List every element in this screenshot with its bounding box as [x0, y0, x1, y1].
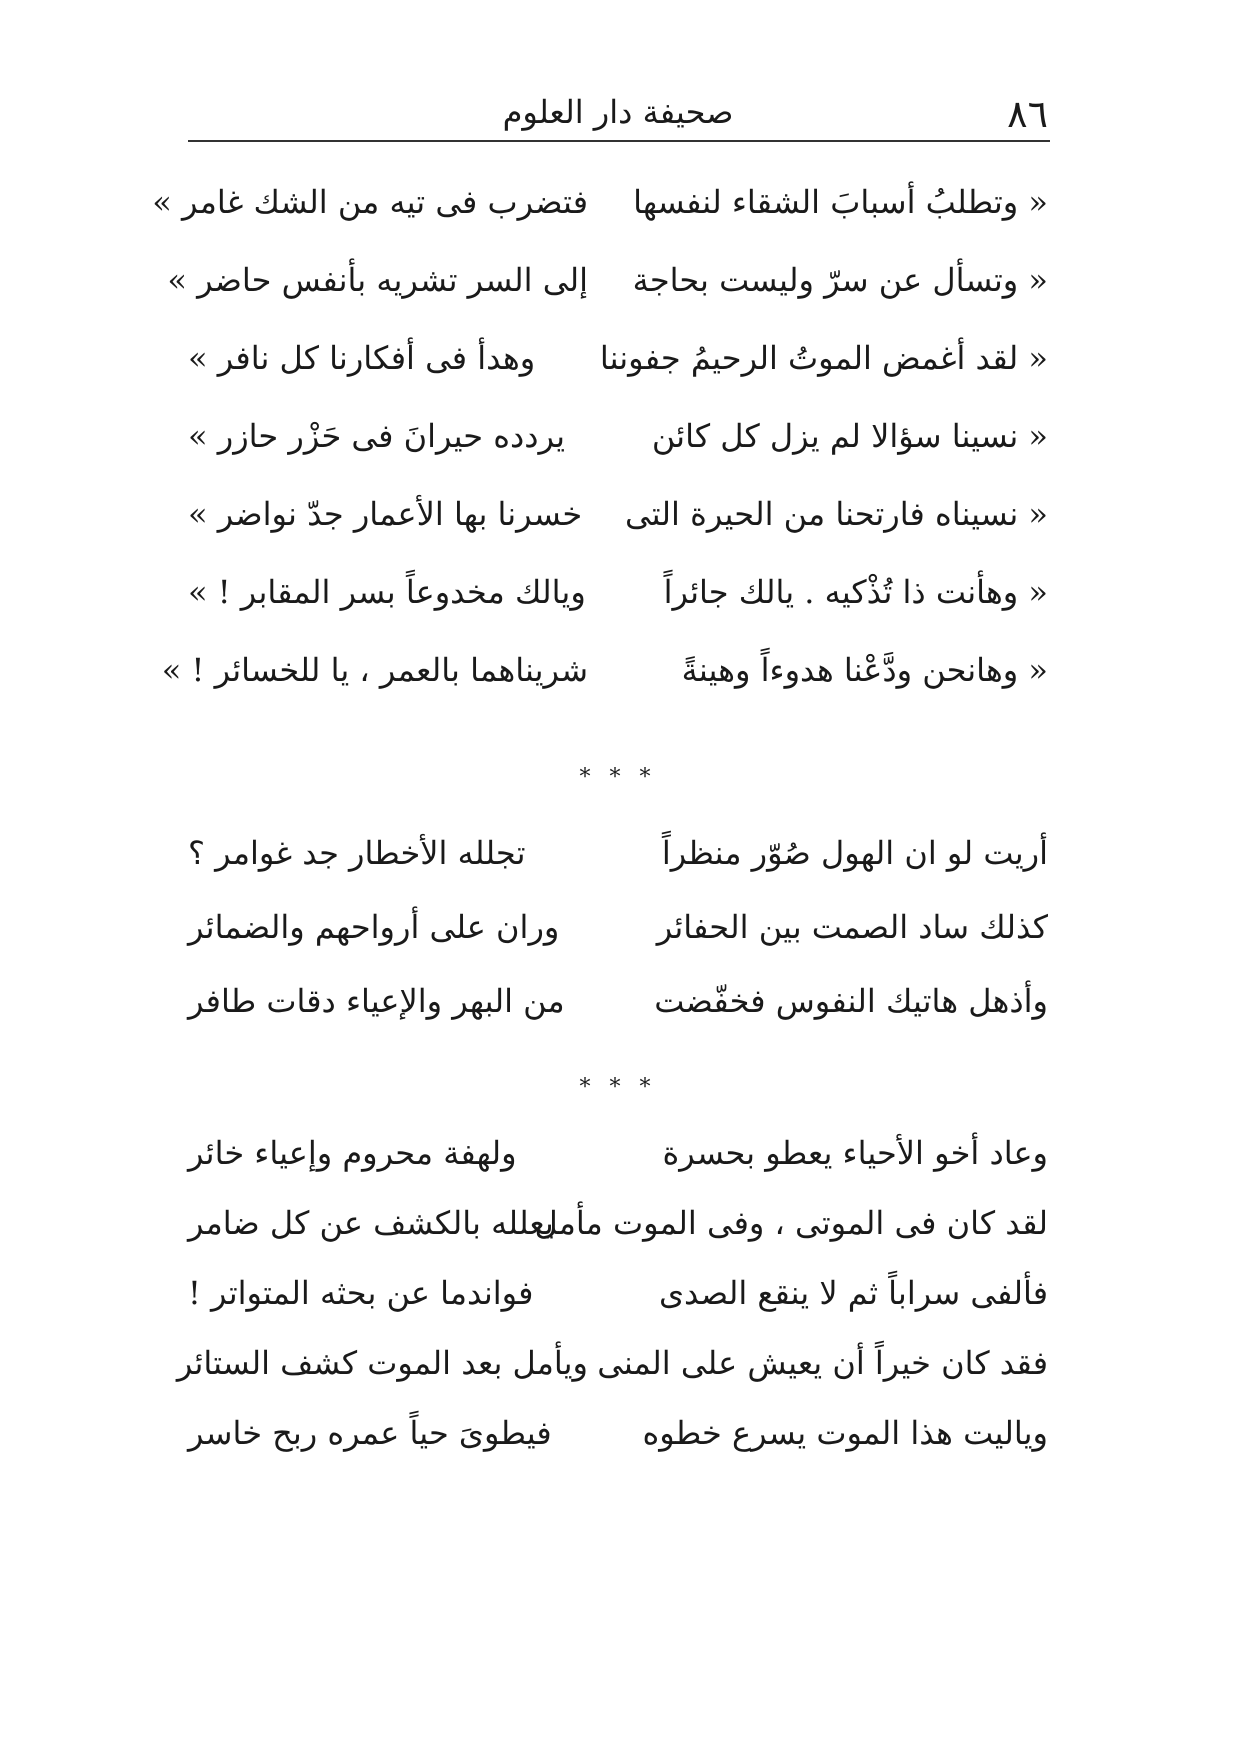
verse-first-hemistich: « وتسأل عن سرّ وليست بحاجة: [632, 261, 1048, 299]
running-title: صحيفة دار العلوم: [502, 93, 734, 131]
verse-first-hemistich: « وهانحن ودَّعْنا هدوءاً وهينةً: [681, 651, 1048, 689]
verse-first-hemistich: « لقد أغمض الموتُ الرحيمُ جفوننا: [599, 339, 1048, 377]
verse-first-hemistich: « وهأنت ذا تُذْكيه . يالك جائراً: [663, 573, 1048, 611]
verse-second-hemistich: ولهفة محروم وإعياء خائر: [188, 1134, 517, 1172]
verse: [188, 827, 1048, 901]
verse-second-hemistich: شريناهما بالعمر ، يا للخسائر ! »: [161, 651, 588, 689]
page-number: ٨٦: [1007, 92, 1048, 136]
verse: [188, 1407, 1048, 1477]
verse-second-hemistich: خسرنا بها الأعمار جدّ نواضر »: [188, 495, 583, 533]
verse-second-hemistich: يردده حيرانَ فى حَزْر حازر »: [188, 417, 566, 455]
verse-first-hemistich: كذلك ساد الصمت بين الحفائر: [656, 908, 1048, 946]
verse-second-hemistich: فتضرب فى تيه من الشك غامر »: [152, 183, 588, 221]
verse-first-hemistich: « وتطلبُ أسبابَ الشقاء لنفسها: [633, 183, 1048, 221]
verse-second-hemistich: وهدأ فى أفكارنا كل نافر »: [188, 339, 536, 377]
verse: [188, 410, 1048, 488]
verse-first-hemistich: « نسينا سؤالا لم يزل كل كائن: [651, 417, 1048, 455]
verse: [167, 254, 1048, 332]
verse: [152, 176, 1048, 254]
verse-first-hemistich: فألفى سراباً ثم لا ينقع الصدى: [659, 1274, 1048, 1312]
verse-first-hemistich: وعاد أخو الأحياء يعطو بحسرة: [662, 1134, 1048, 1172]
verse-second-hemistich: فواندما عن بحثه المتواتر !: [188, 1274, 534, 1312]
verse: [188, 901, 1048, 975]
verse-second-hemistich: تجلله الأخطار جد غوامر ؟: [188, 834, 526, 872]
stanza-1: [152, 176, 1048, 722]
verse-second-hemistich: ويأمل بعد الموت كشف الستائر: [176, 1344, 588, 1382]
verse-first-hemistich: وياليت هذا الموت يسرع خطوه: [642, 1414, 1048, 1452]
verse-second-hemistich: ويالك مخدوعاً بسر المقابر ! »: [188, 573, 586, 611]
verse-first-hemistich: وأذهل هاتيك النفوس فخفّضت: [654, 982, 1048, 1020]
verse-first-hemistich: لقد كان فى الموتى ، وفى الموت مأمل: [534, 1204, 1048, 1242]
stanza-3: [176, 1127, 1048, 1477]
verse-second-hemistich: يعلله بالكشف عن كل ضامر: [188, 1204, 554, 1242]
verse-second-hemistich: إلى السر تشريه بأنفس حاضر »: [167, 261, 588, 299]
verse-second-hemistich: من البهر والإعياء دقات طافر: [188, 982, 565, 1020]
stanza-separator: * * *: [579, 1075, 657, 1100]
verse: [176, 1337, 1048, 1407]
verse-first-hemistich: « نسيناه فارتحنا من الحيرة التى: [624, 495, 1048, 533]
stanza-2: [188, 827, 1048, 1049]
verse: [188, 1267, 1048, 1337]
verse: [188, 1197, 1048, 1267]
header-rule: [188, 140, 1050, 142]
verse-second-hemistich: وران على أرواحهم والضمائر: [188, 908, 560, 946]
verse-first-hemistich: فقد كان خيراً أن يعيش على المنى: [597, 1344, 1048, 1382]
verse: [188, 1127, 1048, 1197]
verse: [161, 644, 1048, 722]
stanza-separator: * * *: [579, 765, 657, 790]
verse: [188, 332, 1048, 410]
verse-second-hemistich: فيطوىَ حياً عمره ربح خاسر: [188, 1414, 552, 1452]
verse: [188, 975, 1048, 1049]
verse: [188, 488, 1048, 566]
verse-first-hemistich: أريت لو ان الهول صُوّر منظراً: [661, 834, 1048, 872]
page-header: [188, 82, 1048, 138]
verse: [188, 566, 1048, 644]
